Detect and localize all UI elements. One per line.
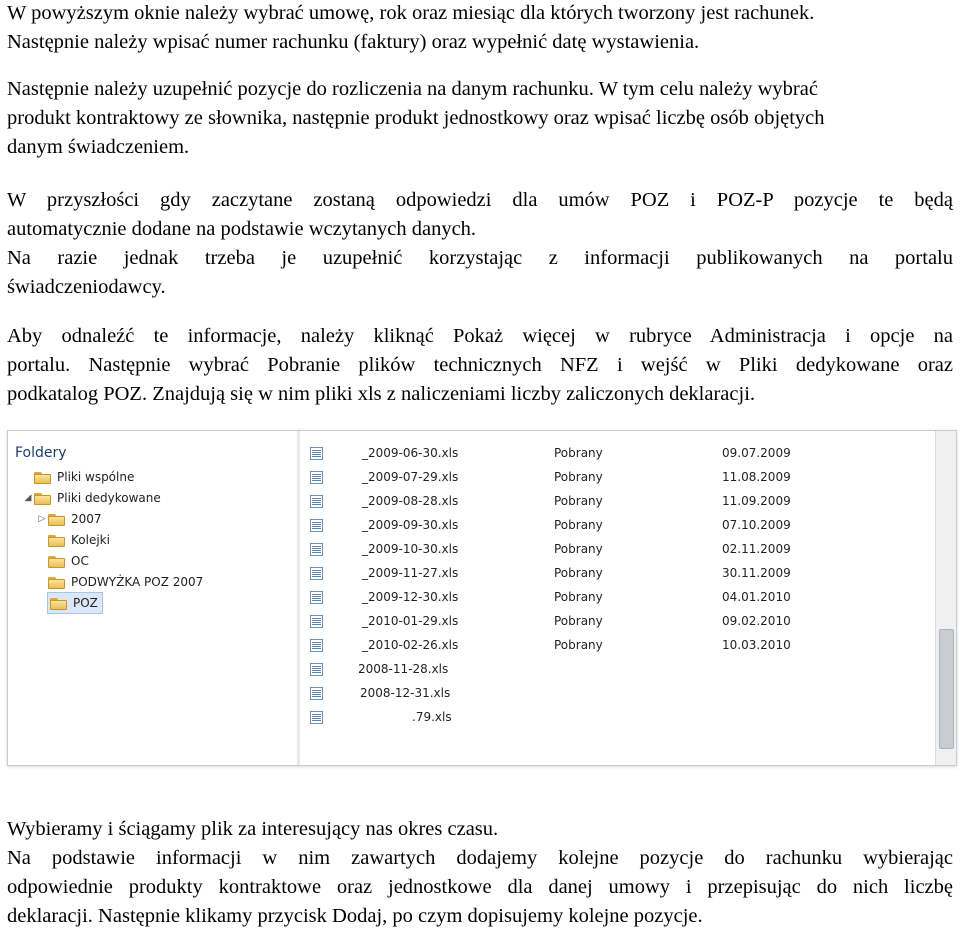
text-line: portalu. Następnie wybrać Pobranie plików technicznych NFZ i wejść w Pliki dedykowane oraz — [7, 354, 953, 376]
file-row[interactable] — [300, 657, 933, 681]
xls-file-icon — [310, 591, 323, 604]
xls-file-icon — [310, 471, 323, 484]
file-row[interactable] — [300, 537, 933, 561]
text-line: Na podstawie informacji w nim zawartych dodajemy kolejne pozycje do rachunku wybierając — [7, 847, 953, 869]
folder-item[interactable] — [36, 572, 203, 592]
xls-file-icon — [310, 567, 323, 580]
folder-tree-title: Foldery — [15, 445, 67, 461]
expand-arrow-icon[interactable]: ▷ — [38, 514, 46, 524]
file-date: 09.02.2010 — [722, 614, 791, 628]
text-line: W powyższym oknie należy wybrać umowę, rok oraz miesiąc dla których tworzony jest rachunek. — [7, 2, 815, 24]
file-date: 10.03.2010 — [722, 638, 791, 652]
folder-item[interactable] — [36, 530, 110, 550]
file-category: Pobrany — [554, 614, 603, 628]
file-category: Pobrany — [554, 470, 603, 484]
scrollbar-thumb[interactable] — [939, 629, 954, 749]
folder-item[interactable] — [36, 551, 89, 571]
file-category: Pobrany — [554, 542, 603, 556]
file-date: 11.09.2009 — [722, 494, 791, 508]
file-date: 02.11.2009 — [722, 542, 791, 556]
xls-file-icon — [310, 495, 323, 508]
file-row[interactable] — [300, 681, 933, 705]
file-row[interactable] — [300, 561, 933, 585]
file-name: .79.xls — [412, 710, 452, 724]
paragraph-3 — [7, 186, 953, 302]
file-category: Pobrany — [554, 494, 603, 508]
text-line: Na razie jednak trzeba je uzupełnić korzystając z informacji publikowanych na portalu — [7, 247, 953, 269]
xls-file-icon — [310, 447, 323, 460]
paragraph-5 — [7, 815, 953, 931]
folder-item[interactable] — [22, 488, 161, 508]
text-line: Następnie należy uzupełnić pozycje do rozliczenia na danym rachunku. W tym celu należy wybrać — [7, 78, 818, 100]
file-name: _2010-01-29.xls — [362, 614, 459, 628]
folder-icon — [34, 471, 51, 483]
folder-item-selected[interactable] — [48, 593, 102, 613]
xls-file-icon — [310, 615, 323, 628]
vertical-scrollbar[interactable] — [935, 431, 956, 765]
file-name: _2009-07-29.xls — [362, 470, 459, 484]
file-row[interactable] — [300, 465, 933, 489]
file-category: Pobrany — [554, 446, 603, 460]
xls-file-icon — [310, 639, 323, 652]
text-line: produkt kontraktowy ze słownika, następnie produkt jednostkowy oraz wpisać liczbę osób objętych — [7, 107, 825, 129]
file-name: _2009-10-30.xls — [362, 542, 459, 556]
text-line: świadczeniodawcy. — [7, 276, 166, 298]
xls-file-icon — [310, 543, 323, 556]
file-name: 2008-11-28.xls — [358, 662, 449, 676]
xls-file-icon — [310, 687, 323, 700]
file-category: Pobrany — [554, 566, 603, 580]
text-line: W przyszłości gdy zaczytane zostaną odpowiedzi dla umów POZ i POZ-P pozycje te będą — [7, 189, 953, 211]
file-name: _2009-11-27.xls — [362, 566, 459, 580]
text-line: danym świadczeniem. — [7, 136, 190, 158]
file-date: 30.11.2009 — [722, 566, 791, 580]
folder-icon — [48, 534, 65, 546]
file-name: _2009-06-30.xls — [362, 446, 459, 460]
folder-icon — [48, 513, 65, 525]
file-name: _2009-09-30.xls — [362, 518, 459, 532]
folder-icon — [48, 555, 65, 567]
file-date: 11.08.2009 — [722, 470, 791, 484]
file-date: 07.10.2009 — [722, 518, 791, 532]
text-line: deklaracji. Następnie klikamy przycisk Dodaj, po czym dopisujemy kolejne pozycje. — [7, 905, 703, 927]
file-category: Pobrany — [554, 638, 603, 652]
file-category: Pobrany — [554, 590, 603, 604]
text-line: podkatalog POZ. Znajdują się w nim pliki xls z naliczeniami liczby zaliczonych deklaracji. — [7, 383, 756, 405]
collapse-arrow-icon[interactable]: ◢ — [24, 493, 32, 503]
file-row[interactable] — [300, 609, 933, 633]
file-browser-screenshot — [7, 430, 957, 766]
folder-item[interactable] — [22, 467, 134, 487]
text-line: Wybieramy i ściągamy plik za interesujący nas okres czasu. — [7, 818, 499, 840]
xls-file-icon — [310, 663, 323, 676]
text-line: automatycznie dodane na podstawie wczytanych danych. — [7, 218, 477, 240]
file-row[interactable] — [300, 441, 933, 465]
file-name: _2009-12-30.xls — [362, 590, 459, 604]
file-category: Pobrany — [554, 518, 603, 532]
folder-label: OC — [71, 554, 89, 568]
file-date: 04.01.2010 — [722, 590, 791, 604]
folder-tree — [8, 431, 297, 765]
file-row[interactable] — [300, 705, 933, 729]
file-row[interactable] — [300, 489, 933, 513]
file-name: _2009-08-28.xls — [362, 494, 459, 508]
file-row[interactable] — [300, 513, 933, 537]
folder-label: 2007 — [71, 512, 102, 526]
folder-icon — [50, 597, 67, 609]
file-name: _2010-02-26.xls — [362, 638, 459, 652]
file-row[interactable] — [300, 633, 933, 657]
file-row[interactable] — [300, 585, 933, 609]
text-line: Aby odnaleźć te informacje, należy kliknąć Pokaż więcej w rubryce Administracja i opcje na — [7, 325, 953, 347]
folder-icon — [48, 576, 65, 588]
paragraph-4 — [7, 322, 953, 409]
folder-label: PODWYŻKA POZ 2007 — [71, 575, 204, 589]
paragraph-2 — [7, 75, 953, 162]
folder-label: Kolejki — [71, 533, 110, 547]
paragraph-1 — [7, 0, 953, 57]
file-name: 2008-12-31.xls — [360, 686, 451, 700]
xls-file-icon — [310, 711, 323, 724]
folder-label: Pliki wspólne — [57, 470, 135, 484]
text-line: Następnie należy wpisać numer rachunku (faktury) oraz wypełnić datę wystawienia. — [7, 31, 700, 53]
folder-label: POZ — [73, 596, 98, 610]
folder-label: Pliki dedykowane — [57, 491, 161, 505]
folder-item[interactable] — [36, 509, 102, 529]
text-line: odpowiednie produkty kontraktowe oraz jednostkowe dla danej umowy i przepisując do nich liczbę — [7, 876, 953, 898]
folder-icon — [34, 492, 51, 504]
xls-file-icon — [310, 519, 323, 532]
file-date: 09.07.2009 — [722, 446, 791, 460]
